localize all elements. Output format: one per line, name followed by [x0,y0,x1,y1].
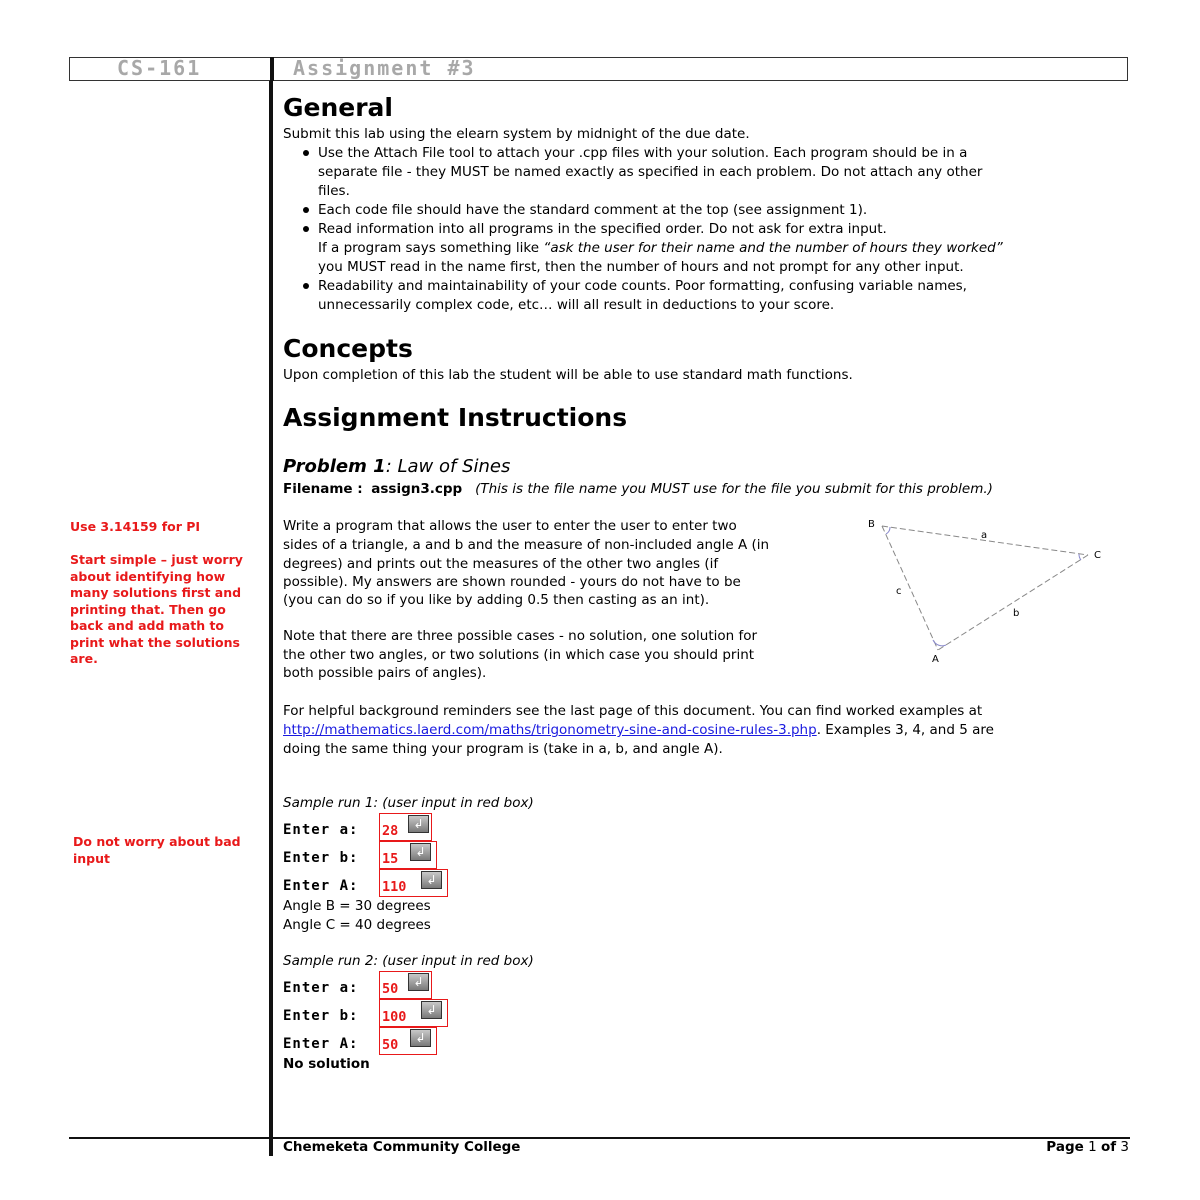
enter-key-icon: ↲ [421,871,442,889]
concepts-heading: Concepts [283,334,413,363]
sample-2-prompt-A: Enter A: [283,1036,359,1052]
vertex-a-label: A [932,654,939,665]
triangle-diagram [860,512,1120,672]
sample-1-output-1: Angle B = 30 degrees [283,898,431,914]
general-bullet-1-line-2: separate file - they MUST be named exactly as specified in each problem. Do not attach any other [318,164,983,180]
triangle-side-c [882,526,938,650]
general-bullet-4-line-2: unnecessarily complex code, etc… will all result in deductions to your score. [318,297,835,313]
problem-1-title: Problem 1: Law of Sines [283,456,511,477]
sample-2-input-a: 50 ↲ [379,971,432,999]
problem-1-para1-line-4: possible). My answers are shown rounded - yours do not have to be [283,574,741,590]
sample-2-input-A: 50 ↲ [379,1027,437,1055]
sidebar-note-start-simple: Start simple – just worry about identifying how many solutions first and printing that. Then go back and add math to print what the solutions are. [70,552,243,666]
problem-1-para2-line-1: Note that there are three possible cases - no solution, one solution for [283,628,758,644]
instructions-heading: Assignment Instructions [283,403,628,432]
general-bullet-2: Each code file should have the standard comment at the top (see assignment 1). [318,202,868,218]
enter-key-icon: ↲ [421,1001,442,1019]
sidebar-note-pi: Use 3.14159 for PI [70,519,201,534]
vertex-b-label: B [868,519,875,530]
sample-2-caption: Sample run 2: (user input in red box) [283,953,534,969]
angle-a-marker [933,640,946,646]
side-b-label: b [1013,608,1020,619]
filename-note: (This is the file name you MUST use for the file you submit for this problem.) [475,481,993,497]
assignment-title: Assignment #3 [293,56,476,80]
filename-value: assign3.cpp [371,481,463,497]
sidebar-note-bad-input: Do not worry about bad input [73,834,241,866]
worked-examples-link[interactable]: http://mathematics.laerd.com/maths/trigonometry-sine-and-cosine-rules-3.php [283,722,817,738]
problem-1-para1-line-5: (you can do so if you like by adding 0.5 then casting as an int). [283,592,710,608]
enter-key-icon: ↲ [408,815,429,833]
problem-1-para1-line-1: Write a program that allows the user to enter the user to enter two [283,518,737,534]
header-divider [270,57,274,81]
footer-rule [69,1137,1130,1139]
enter-key-icon: ↲ [408,973,429,991]
general-bullet-1-line-1: Use the Attach File tool to attach your .cpp files with your solution. Each program should be in a [318,145,968,161]
concepts-text: Upon completion of this lab the student will be able to use standard math functions. [283,367,853,383]
general-heading: General [283,93,393,122]
sample-2-input-b: 100 ↲ [379,999,448,1027]
sample-1-prompt-A: Enter A: [283,878,359,894]
general-bullet-1-line-3: files. [318,183,350,199]
triangle-side-b [938,555,1088,650]
bullet-icon [303,226,309,232]
problem-1-para2-line-2: the other two angles, or two solutions (in which case you should print [283,647,755,663]
side-c-label: c [896,586,902,597]
general-bullet-4-line-1: Readability and maintainability of your code counts. Poor formatting, confusing variable names, [318,278,967,294]
sample-1-input-b: 15 ↲ [379,841,437,869]
sample-2-prompt-a: Enter a: [283,980,359,996]
vertex-c-label: C [1094,550,1101,561]
margin-rule [269,81,273,1156]
problem-1-filename: Filename : assign3.cpp (This is the file name you MUST use for the file you submit for this problem.) [283,481,993,497]
problem-1-para1-line-3: degrees) and prints out the measures of the other two angles (if [283,556,719,572]
general-intro: Submit this lab using the elearn system by midnight of the due date. [283,126,750,142]
problem-1-para3-line-1: For helpful background reminders see the last page of this document. You can find worked examples at [283,703,983,719]
general-bullet-3-line-2: If a program says something like “ask the user for their name and the number of hours they worked” [318,240,1003,256]
sample-1-output-2: Angle C = 40 degrees [283,917,431,933]
enter-key-icon: ↲ [410,843,431,861]
problem-1-para1-line-2: sides of a triangle, a and b and the measure of non-included angle A (in [283,537,770,553]
general-bullet-3-line-3: you MUST read in the name first, then the number of hours and not prompt for any other input. [318,259,964,275]
footer-college: Chemeketa Community College [283,1139,521,1155]
sample-2-output-1: No solution [283,1056,370,1072]
sample-1-input-a: 28 ↲ [379,813,432,841]
sample-2-prompt-b: Enter b: [283,1008,359,1024]
header-box [69,57,1128,81]
footer-page-number: Page 1 of 3 [1046,1139,1129,1155]
sample-1-prompt-a: Enter a: [283,822,359,838]
bullet-icon [303,207,309,213]
bullet-icon [303,150,309,156]
course-code: CS-161 [117,56,202,80]
sample-1-input-A: 110 ↲ [379,869,448,897]
problem-1-para3-line-3: doing the same thing your program is (take in a, b, and angle A). [283,741,723,757]
sample-1-caption: Sample run 1: (user input in red box) [283,795,534,811]
angle-b-marker [886,527,890,534]
angle-c-marker [1079,554,1081,560]
sample-1-prompt-b: Enter b: [283,850,359,866]
quote-example: “ask the user for their name and the number of hours they worked” [543,240,1003,256]
enter-key-icon: ↲ [410,1029,431,1047]
problem-1-para2-line-3: both possible pairs of angles). [283,665,487,681]
bullet-icon [303,283,309,289]
side-a-label: a [981,530,988,541]
general-bullet-3-line-1: Read information into all programs in the specified order. Do not ask for extra input. [318,221,887,237]
problem-1-para3-line-2: http://mathematics.laerd.com/maths/trigonometry-sine-and-cosine-rules-3.php. Examples 3, 4, and 5 are [283,722,994,738]
